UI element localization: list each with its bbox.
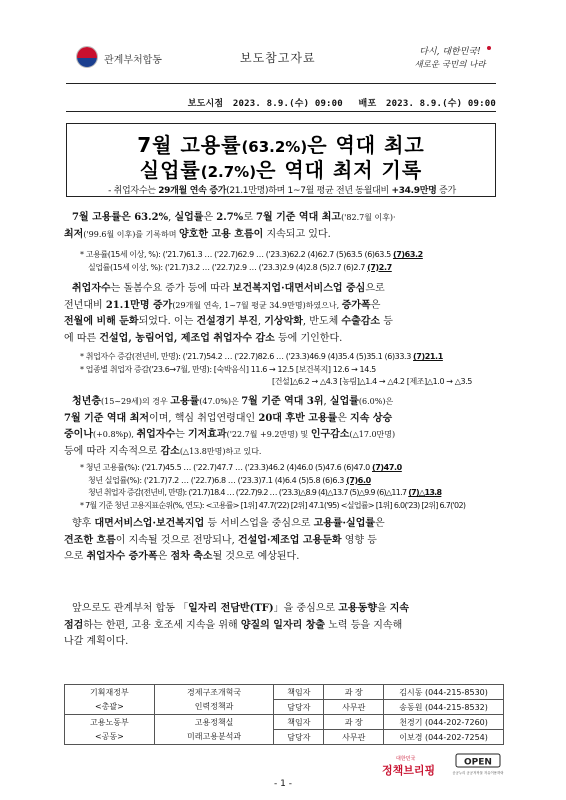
title-line-1: 7월 고용률(63.2%)은 역대 최고: [137, 133, 425, 157]
slogan-logo: [404, 42, 496, 72]
title-line-2: 실업률(2.7%)은 역대 최저 기록: [139, 158, 423, 182]
svg-text:공공누리 공공저작물 자유이용허락: 공공누리 공공저작물 자유이용허락: [452, 771, 504, 775]
table-row: 고용노동부 고용정책실 책임자 과 장 천경기 (044-202-7260): [65, 715, 504, 730]
org-name: 관계부처합동: [104, 55, 162, 66]
paragraph-2: 취업자수는 돌봄수요 증가 등에 따라 보건복지업·대면서비스업 중심으로 전년대비 21.1만명 증가(29개월 연속, 1~7월 평균 34.9만명)하였으나, 증가폭은 전월에 비해 둔화되었다. 이는 건설경기 부진, 기상악화, 반도체 수출감소 등 에 따른 건설업, 농림어업, 제조업 취업자수 감소 등에 기인한다.: [64, 283, 393, 344]
table-row: 기획재정부 경제구조개혁국 책임자 과 장 김시동 (044-215-8530): [65, 685, 504, 700]
footer-logos: [380, 752, 504, 778]
policy-briefing-logo: 정책브리핑: [382, 764, 436, 777]
release-info: 보도시점 2023. 8.9.(수) 09:00 배포 2023. 8.9.(수) 09:00: [187, 99, 496, 109]
paragraph-4: 향후 대면서비스업·보건복지업 등 서비스업을 중심으로 고용률·실업률은 견조한 흐름이 지속될 것으로 전망되나, 건설업·제조업 고용둔화 영향 등 으로 취업자수 증가폭은 점차 축소될 것으로 예상된다.: [64, 518, 385, 562]
doc-type: 보도참고자료: [240, 51, 316, 65]
notes-3: * 청년 고용률(%): ('21.7)45.5 … ('22.7)47.7 … ('23.3)46.2 (4)46.0 (5)47.6 (6)47.0 (7)47.0 청년 실업률(%): ('21.7)7.2 … ('22.7)6.8 … ('23.3)7.1 (4)6.4 (5)5.8 (6)6.3 (7)6.0 청년 취업자 증감(전년비, 만명): ('21.7)18.4 … ('22.7)9.2 … ('23.3)△8.9 (4)△13.7 (5)△9.9 (6)△11.7 (7)△13.8 * 7월 기준 청년 고용지표순위(%, 연도): <고용률> [1위] 47.7('22) [2위] 47.1('95) <실업률> [1위] 6.0('23) [2위] 6.7('02): [80, 463, 466, 510]
header-rule: [66, 83, 496, 84]
svg-text:OPEN: OPEN: [464, 757, 492, 768]
paragraph-5: 앞으로도 관계부처 합동 「일자리 전담반(TF)」을 중심으로 고용동향을 지속 점검하는 한편, 고용 호조세 지속을 위해 양질의 일자리 창출 노력 등을 지속해 나갈 계획이다.: [64, 603, 410, 647]
paragraph-3: 청년층(15~29세)의 경우 고용률(47.0%)은 7월 기준 역대 3위, 실업률(6.0%)은 7월 기준 역대 최저이며, 핵심 취업연령대인 20대 후반 고용률은 지속 상승 중이나(+0.8%p), 취업자수는 기저효과('22.7월 +9.2만명) 및 인구감소(△17.0만명) 등에 따라 지속적으로 감소(△13.8만명)하고 있다.: [64, 396, 396, 457]
svg-text:다시, 대한민국!: 다시, 대한민국!: [419, 47, 481, 57]
subtitle: - 취업자수는 29개월 연속 증가(21.1만명)하며 1~7월 평균 전년 동월대비 +34.9만명 증가: [108, 186, 456, 196]
government-seal-icon: [76, 46, 98, 68]
notes-1: * 고용률(15세 이상, %): ('21.7)61.3 … ('22.7)62.9 … ('23.3)62.2 (4)62.7 (5)63.5 (6)63.5 (7)63.2 실업률(15세 이상, %): ('21.7)3.2 … ('22.7)2.9 … ('23.3)2.9 (4)2.8 (5)2.7 (6)2.7 (7)2.7: [80, 250, 423, 272]
header: [66, 40, 496, 84]
notes-2: * 취업자수 증감(전년비, 만명): ('21.7)54.2 … ('22.7)82.6 … ('23.3)46.9 (4)35.4 (5)35.1 (6)33.3 (7)21.1 * 업종별 취업자 증감('23.6→7월, 만명): [숙박음식] 11.6 → 12.5 [보건복지] 12.6 → 14.5 [건설]△6.2 → △4.3 [농림]△1.4 → △4.2 [제조]△1.0 → △3.5: [80, 352, 472, 386]
release-rule: [66, 111, 496, 112]
page-number: - 1 -: [274, 779, 292, 789]
table-row: <총괄> 인력정책과 담당자 사무관 송동원 (044-215-8532): [65, 700, 504, 715]
svg-text:대한민국: 대한민국: [396, 756, 416, 762]
paragraph-1: 7월 고용률은 63.2%, 실업률은 2.7%로 7월 기준 역대 최고('82.7월 이후)· 최저('99.6월 이후)를 기록하며 양호한 고용 흐름이 지속되고 있다.: [64, 212, 396, 240]
svg-text:새로운 국민의 나라: 새로운 국민의 나라: [414, 60, 486, 70]
table-row: <공동> 미래고용분석과 담당자 사무관 이보경 (044-202-7254): [65, 730, 504, 745]
contact-table: [64, 684, 504, 745]
